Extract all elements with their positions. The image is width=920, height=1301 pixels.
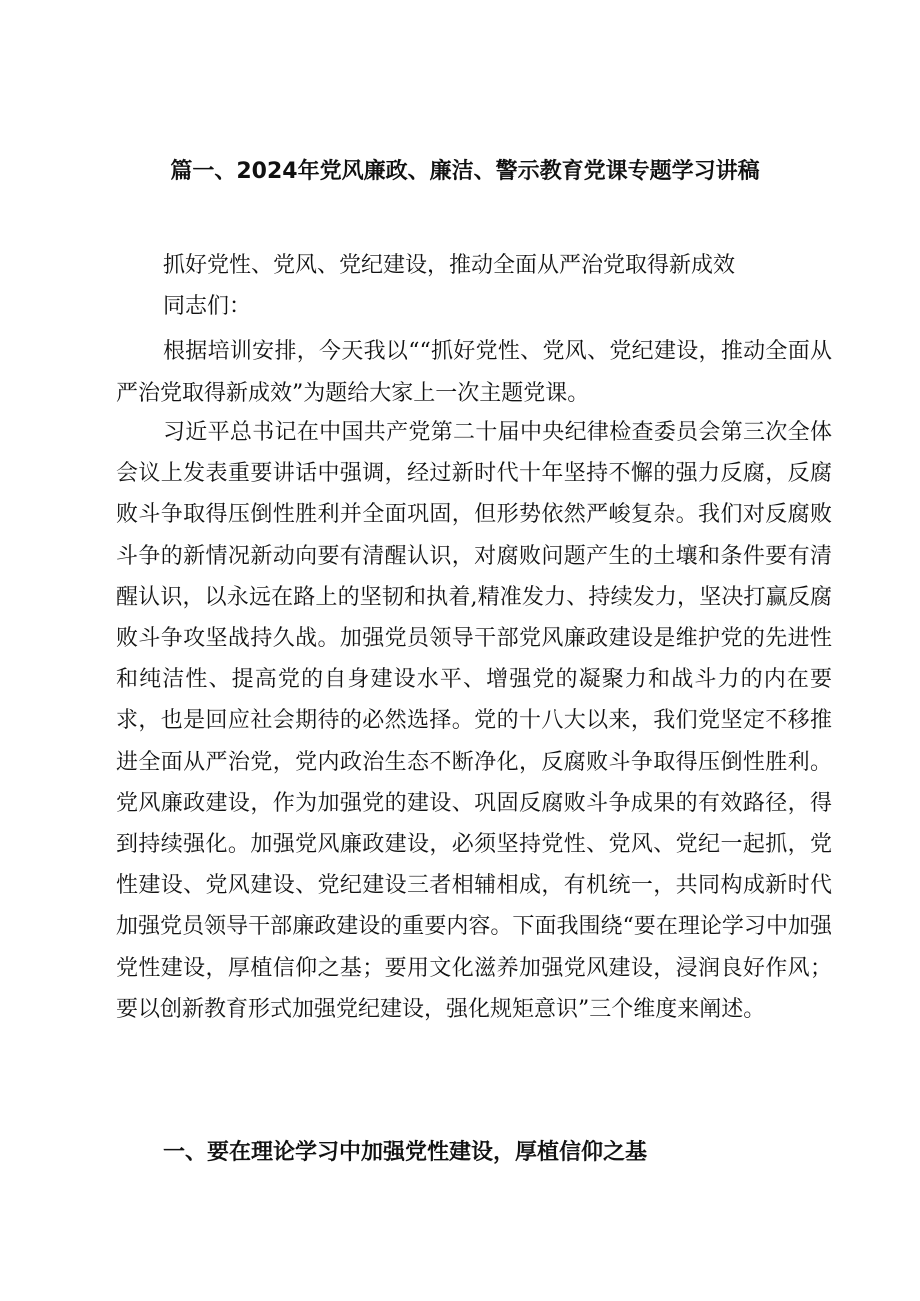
paragraph-body: 习近平总书记在中国共产党第二十届中央纪律检查委员会第三次全体会议上发表重要讲话中强调，经过新时代十年坚持不懈的强力反腐，反腐败斗争取得压倒性胜利并全面巩固，但形势依然严峻复杂。我们对反腐败斗争的新情况新动向要有清醒认识，对腐败问题产生的土壤和条件要有清醒认识，以永远在路上的坚韧和执着,精准发力、持续发力，坚决打赢反腐败斗争攻坚战持久战。加强党员领导干部党风廉政建设是维护党的先进性和纯洁性、提高党的自身建设水平、增强党的凝聚力和战斗力的内在要求，也是回应社会期待的必然选择。党的十八大以来，我们党坚定不移推进全面从严治党，党内政治生态不断净化，反腐败斗争取得压倒性胜利。党风廉政建设，作为加强党的建设、巩固反腐败斗争成果的有效路径，得到持续强化。加强党风廉政建设，必须坚持党性、党风、党纪一起抓，党性建设、党风建设、党纪建设三者相辅相成，有机统一，共同构成新时代加强党员领导干部廉政建设的重要内容。下面我围绕“要在理论学习中加强党性建设，厚植信仰之基；要用文化滋养加强党风建设，浸润良好作风；要以创新教育形式加强党纪建设，强化规矩意识”三个维度来阐述。 (116, 420, 832, 1022)
paragraph-intro: 根据培训安排，今天我以““抓好党性、党风、党纪建设，推动全面从严治党取得新成效”为题给大家上一次主题党课。 (116, 339, 832, 406)
lecture-subtitle: 抓好党性、党风、党纪建设，推动全面从严治党取得新成效 (163, 253, 736, 278)
salutation: 同志们： (163, 294, 252, 319)
section-heading: 一、要在理论学习中加强党性建设，厚植信仰之基 (163, 1140, 648, 1165)
document-title: 篇一、2024年党风廉政、廉洁、警示教育党课专题学习讲稿 (170, 159, 760, 184)
